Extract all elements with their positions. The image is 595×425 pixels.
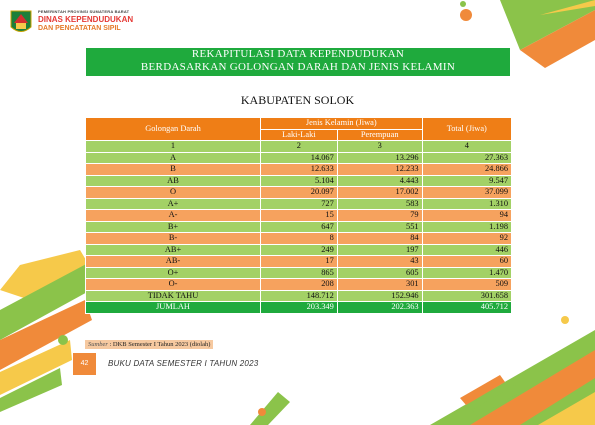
cell-total: 9.547 [422,175,511,187]
cell-male: 865 [261,267,338,279]
province-name: PEMERINTAH PROVINSI SUMATERA BARAT [38,9,130,14]
department-line1: DINAS KEPENDUDUKAN [38,15,134,24]
organization-name [38,10,133,32]
cell-total: 301.658 [422,290,511,302]
cell-group: B [86,164,261,176]
column-number: 4 [422,141,511,153]
cell-male: 249 [261,244,338,256]
cell-total: 446 [422,244,511,256]
source-text: : DKB Semester I Tahun 2023 (diolah) [109,341,211,348]
table-row [86,175,512,187]
cell-female: 13.296 [337,152,422,164]
cell-group: A- [86,210,261,222]
cell-female: 605 [337,267,422,279]
header-total: Total (Jiwa) [422,118,511,141]
cell-total: 60 [422,256,511,268]
cell-group: A [86,152,261,164]
table-row [86,152,512,164]
page-subtitle: KABUPATEN SOLOK [240,93,355,107]
cell-group: AB+ [86,244,261,256]
cell-female: 4.443 [337,175,422,187]
table-row [86,221,512,233]
table-row [86,198,512,210]
cell-female: 197 [337,244,422,256]
cell-female: 551 [337,221,422,233]
cell-total: 24.866 [422,164,511,176]
cell-female: 583 [337,198,422,210]
table-row [86,267,512,279]
cell-group: O [86,187,261,199]
header-jenis-kelamin: Jenis Kelamin (Jiwa) [261,118,423,130]
table-row [86,279,512,291]
total-row [86,302,512,314]
header-laki-laki: Laki-Laki [261,129,338,141]
cell-male: 647 [261,221,338,233]
table-row [86,256,512,268]
cell-female: 79 [337,210,422,222]
cell-male: 14.067 [261,152,338,164]
total-male: 203.349 [261,302,338,314]
table-row [86,233,512,245]
column-number: 3 [337,141,422,153]
header-perempuan: Perempuan [337,129,422,141]
cell-female: 17.002 [337,187,422,199]
column-number-row [86,141,512,153]
table-row [86,244,512,256]
cell-male: 727 [261,198,338,210]
cell-group: B- [86,233,261,245]
cell-total: 1.198 [422,221,511,233]
cell-female: 12.233 [337,164,422,176]
cell-female: 43 [337,256,422,268]
cell-female: 301 [337,279,422,291]
title-line2: BERDASARKAN GOLONGAN DARAH DAN JENIS KELAMIN [140,61,456,73]
table-row [86,187,512,199]
cell-total: 92 [422,233,511,245]
table-row [86,164,512,176]
total-female: 202.363 [337,302,422,314]
cell-group: O+ [86,267,261,279]
cell-male: 208 [261,279,338,291]
column-number: 2 [261,141,338,153]
cell-total: 1.310 [422,198,511,210]
cell-group: AB- [86,256,261,268]
cell-male: 15 [261,210,338,222]
cell-male: 8 [261,233,338,245]
cell-total: 509 [422,279,511,291]
blood-type-table [85,117,512,314]
cell-group: TIDAK TAHU [86,290,261,302]
cell-group: O- [86,279,261,291]
province-logo [10,9,32,37]
source-label: Sumber [88,341,108,348]
cell-male: 5.104 [261,175,338,187]
header-golongan-darah: Golongan Darah [86,118,261,141]
cell-group: B+ [86,221,261,233]
total-all: 405.712 [422,302,511,314]
total-label: JUMLAH [86,302,261,314]
title-banner [86,48,510,76]
cell-male: 148.712 [261,290,338,302]
cell-total: 27.363 [422,152,511,164]
table-row [86,210,512,222]
footer-title: BUKU DATA SEMESTER I TAHUN 2023 [108,359,259,368]
cell-total: 1.470 [422,267,511,279]
title-line1: REKAPITULASI DATA KEPENDUDUKAN [191,48,405,60]
column-number: 1 [86,141,261,153]
cell-male: 20.097 [261,187,338,199]
cell-male: 17 [261,256,338,268]
cell-total: 94 [422,210,511,222]
cell-total: 37.099 [422,187,511,199]
cell-group: AB [86,175,261,187]
page-number: 42 [73,353,96,375]
table-row [86,290,512,302]
cell-group: A+ [86,198,261,210]
cell-male: 12.633 [261,164,338,176]
source-note [85,340,213,349]
department-line2: DAN PENCATATAN SIPIL [38,25,121,32]
cell-female: 152.946 [337,290,422,302]
cell-female: 84 [337,233,422,245]
